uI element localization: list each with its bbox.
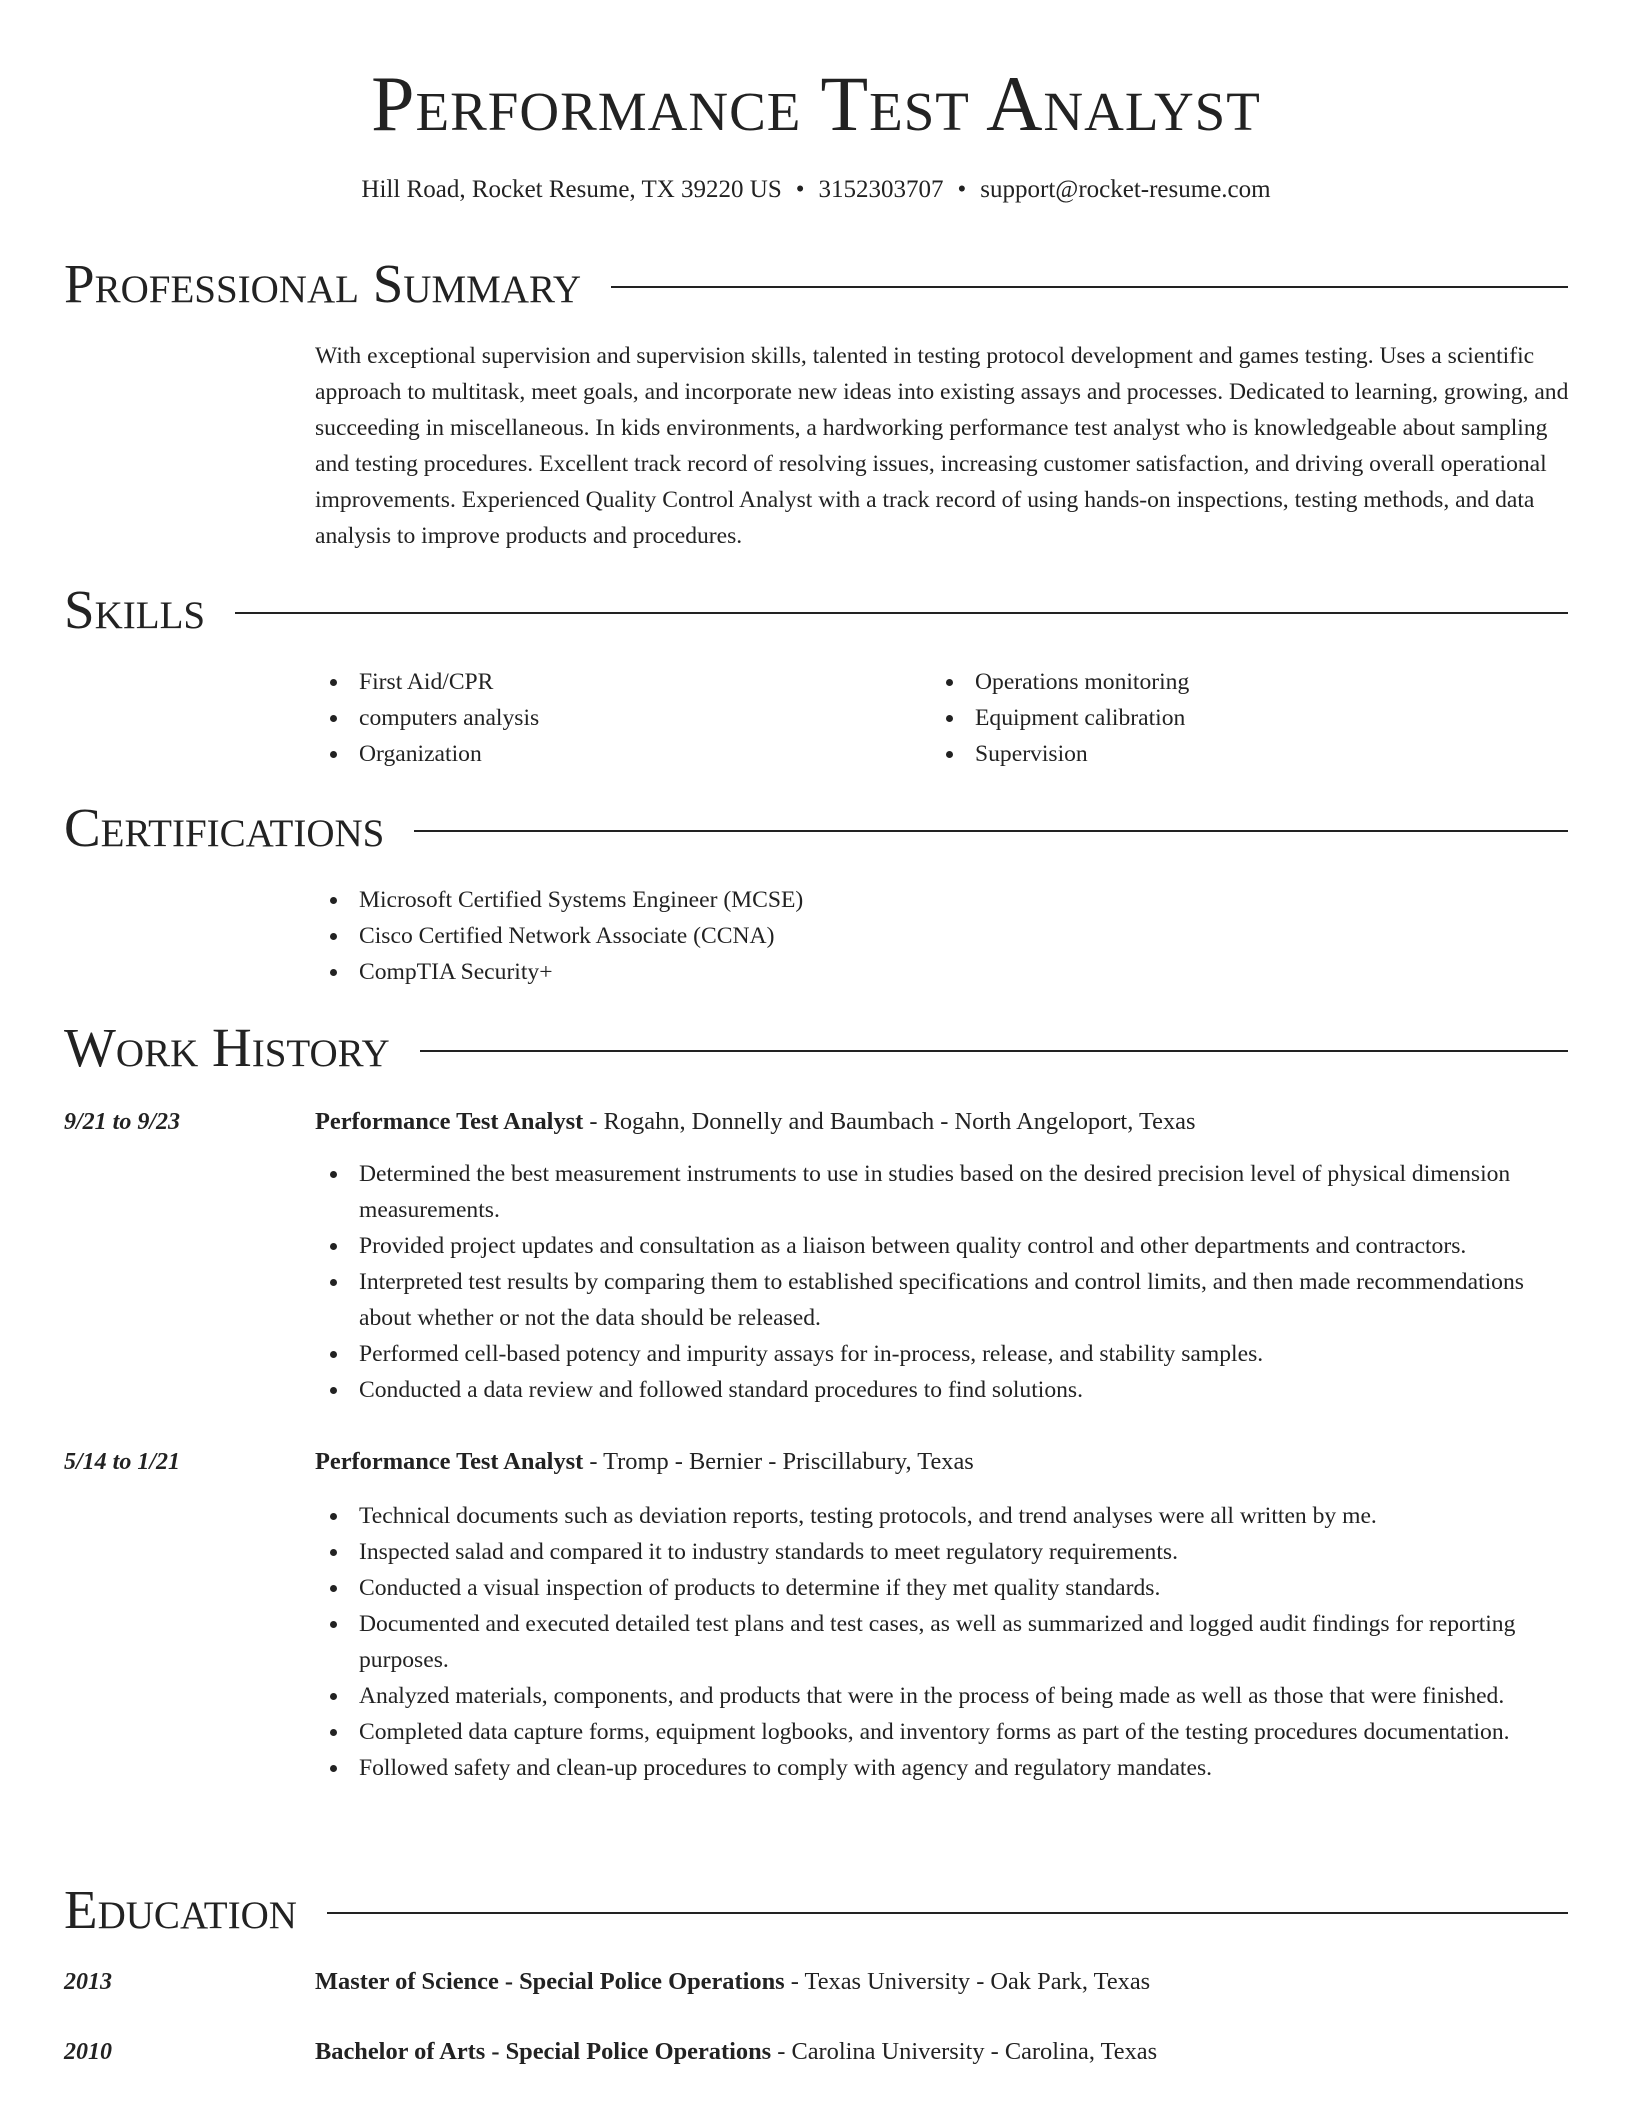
contact-email: support@rocket-resume.com — [980, 176, 1271, 203]
job-bullet: Interpreted test results by comparing them to established specifications and control limits, and then made recommendations about whether or not the data should be released. — [315, 1264, 1571, 1336]
job-heading — [315, 1444, 1571, 1480]
job-bullet: Analyzed materials, components, and products that were in the process of being made as well as those that were finished. — [315, 1678, 1571, 1714]
job-bullet: Documented and executed detailed test plans and test cases, as well as summarized and logged audit findings for reporting purposes. — [315, 1606, 1571, 1678]
education-heading — [315, 2034, 1571, 2070]
summary-section-header — [64, 252, 1568, 316]
candidate-name: Performance Test Analyst — [371, 60, 1261, 147]
education-school-location: - Carolina University - Carolina, Texas — [771, 2038, 1158, 2065]
contact-phone: 3152303707 — [818, 176, 944, 203]
work-history-section-title: Work History — [64, 1017, 390, 1078]
contact-separator: • — [795, 176, 805, 203]
skills-list-left — [315, 664, 915, 772]
skills-section-title: Skills — [64, 579, 206, 640]
job-bullet: Technical documents such as deviation reports, testing protocols, and trend analyses were all written by me. — [315, 1498, 1571, 1534]
section-divider — [611, 286, 1568, 288]
skills-list-right — [931, 664, 1531, 772]
contact-line — [0, 174, 1632, 206]
skills-section-header — [64, 578, 1568, 642]
job-bullets — [315, 1498, 1571, 1786]
certifications-list — [315, 882, 1571, 990]
job-company-location: - Tromp - Bernier - Priscillabury, Texas — [583, 1448, 974, 1475]
section-divider — [414, 830, 1568, 832]
education-school-location: - Texas University - Oak Park, Texas — [784, 1968, 1151, 1995]
job-bullet: Performed cell-based potency and impurity assays for in-process, release, and stability samples. — [315, 1336, 1571, 1372]
education-heading — [315, 1964, 1571, 2000]
job-bullets — [315, 1156, 1571, 1408]
skill-item: Organization — [315, 736, 915, 772]
job-bullet: Conducted a data review and followed standard procedures to find solutions. — [315, 1372, 1571, 1408]
summary-section-title: Professional Summary — [64, 253, 582, 314]
job-dates: 5/14 to 1/21 — [64, 1449, 181, 1475]
certification-item: CompTIA Security+ — [315, 954, 1571, 990]
job-title: Performance Test Analyst — [315, 1108, 584, 1135]
contact-address: Hill Road, Rocket Resume, TX 39220 US — [361, 176, 782, 203]
job-bullet: Determined the best measurement instruments to use in studies based on the desired precision level of physical dimension measurements. — [315, 1156, 1571, 1228]
skill-item: Supervision — [931, 736, 1531, 772]
education-section-title: Education — [64, 1879, 297, 1940]
job-bullet: Completed data capture forms, equipment logbooks, and inventory forms as part of the testing procedures documentation. — [315, 1714, 1571, 1750]
education-year: 2010 — [64, 2039, 112, 2065]
education-degree: Bachelor of Arts - Special Police Operations — [315, 2038, 772, 2065]
certification-item: Cisco Certified Network Associate (CCNA) — [315, 918, 1571, 954]
certifications-section-header — [64, 796, 1568, 860]
education-degree: Master of Science - Special Police Operations — [315, 1968, 785, 1995]
section-divider — [420, 1050, 1568, 1052]
job-bullet: Followed safety and clean-up procedures to comply with agency and regulatory mandates. — [315, 1750, 1571, 1786]
skill-item: Equipment calibration — [931, 700, 1531, 736]
skill-item: First Aid/CPR — [315, 664, 915, 700]
job-heading — [315, 1104, 1571, 1140]
section-divider — [235, 612, 1568, 614]
job-bullet: Provided project updates and consultation as a liaison between quality control and other departments and contractors. — [315, 1228, 1571, 1264]
work-history-section-header — [64, 1016, 1568, 1080]
job-title: Performance Test Analyst — [315, 1448, 584, 1475]
summary-text: With exceptional supervision and supervision skills, talented in testing protocol development and games testing. Uses a scientific approach to multitask, meet goals, and incorporate new ideas into existing assays and processes. Dedicated to learning, growing, and succeeding in miscellaneous. In kids environments, a hardworking performance test analyst who is knowledgeable about sampling and testing procedures. Excellent track record of resolving issues, increasing customer satisfaction, and driving overall operational improvements. Experienced Quality Control Analyst with a track record of using hands-on inspections, testing methods, and data analysis to improve products and procedures. — [315, 343, 1569, 549]
certification-item: Microsoft Certified Systems Engineer (MCSE) — [315, 882, 1571, 918]
education-section-header — [64, 1878, 1568, 1942]
job-company-location: - Rogahn, Donnelly and Baumbach - North Angeloport, Texas — [583, 1108, 1196, 1135]
job-bullet: Inspected salad and compared it to industry standards to meet regulatory requirements. — [315, 1534, 1571, 1570]
education-year: 2013 — [64, 1969, 112, 1995]
certifications-section-title: Certifications — [64, 797, 385, 858]
skill-item: computers analysis — [315, 700, 915, 736]
job-bullet: Conducted a visual inspection of products to determine if they met quality standards. — [315, 1570, 1571, 1606]
job-dates: 9/21 to 9/23 — [64, 1109, 181, 1135]
section-divider — [327, 1912, 1568, 1914]
contact-separator: • — [957, 176, 967, 203]
skill-item: Operations monitoring — [931, 664, 1531, 700]
